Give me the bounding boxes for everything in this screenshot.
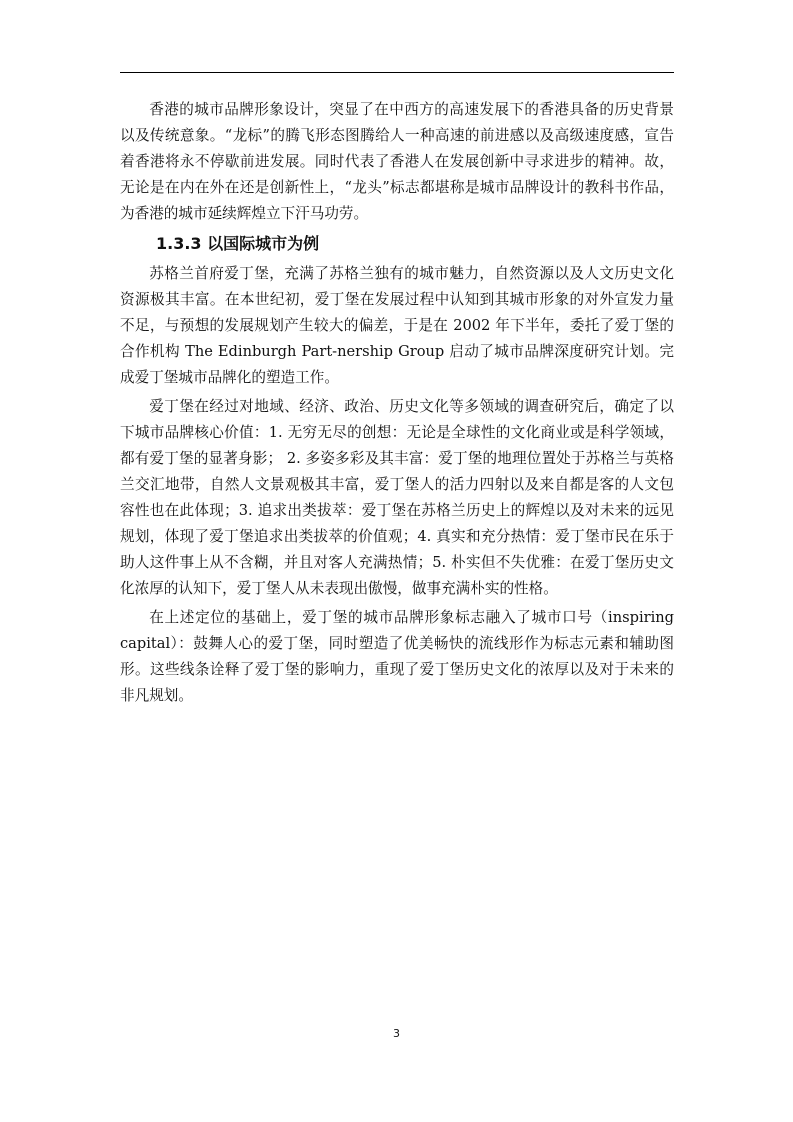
paragraph-edinburgh-logo: 在上述定位的基础上，爱丁堡的城市品牌形象标志融入了城市口号（inspiring capital）：鼓舞人心的爱丁堡，同时塑造了优美畅快的流线形作为标志元素和辅助图形。这些线条诠释了爱丁堡的影响力，重现了爱丁堡历史文化的浓厚以及对于未来的非凡规划。 xyxy=(120,609,674,704)
page-number: 3 xyxy=(393,1027,400,1040)
header-rule xyxy=(120,72,674,73)
paragraph-hongkong: 香港的城市品牌形象设计，突显了在中西方的高速发展下的香港具备的历史背景以及传统意象。“龙标”的腾飞形态图腾给人一种高速的前进感以及高级速度感，宣告着香港将永不停歇前进发展。同时代表了香港人在发展创新中寻求进步的精神。故，无论是在内在外在还是创新性上，“龙头”标志都堪称是城市品牌设计的教科书作品，为香港的城市延续辉煌立下汗马功劳。 xyxy=(120,101,674,222)
page-body xyxy=(120,97,674,712)
section-heading: 1.3.3 以国际城市为例 xyxy=(156,234,320,253)
paragraph-edinburgh-values: 爱丁堡在经过对地域、经济、政治、历史文化等多领域的调查研究后，确定了以下城市品牌核心价值：1. 无穷无尽的创想：无论是全球性的文化商业或是科学领域，都有爱丁堡的显著身影； 2. 多姿多彩及其丰富：爱丁堡的地理位置处于苏格兰与英格兰交汇地带，自然人文景观极其丰富，爱丁堡人的活力四射以及来自都是客的人文包容性也在此体现；3. 追求出类拔萃：爱丁堡在苏格兰历史上的辉煌以及对未来的远见规划，体现了爱丁堡追求出类拔萃的价值观；4. 真实和充分热情：爱丁堡市民在乐于助人这件事上从不含糊，并且对客人充满热情；5. 朴实但不失优雅：在爱丁堡历史文化浓厚的认知下，爱丁堡人从未表现出傲慢，做事充满朴实的性格。 xyxy=(120,398,674,597)
paragraph-edinburgh-intro: 苏格兰首府爱丁堡，充满了苏格兰独有的城市魅力，自然资源以及人文历史文化资源极其丰富。在本世纪初，爱丁堡在发展过程中认知到其城市形象的对外宣发力量不足，与预想的发展规划产生较大的偏差，于是在 2002 年下半年，委托了爱丁堡的合作机构 The Edinburgh Part-nership Group 启动了城市品牌深度研究计划。完成爱丁堡城市品牌化的塑造工作。 xyxy=(120,265,674,386)
